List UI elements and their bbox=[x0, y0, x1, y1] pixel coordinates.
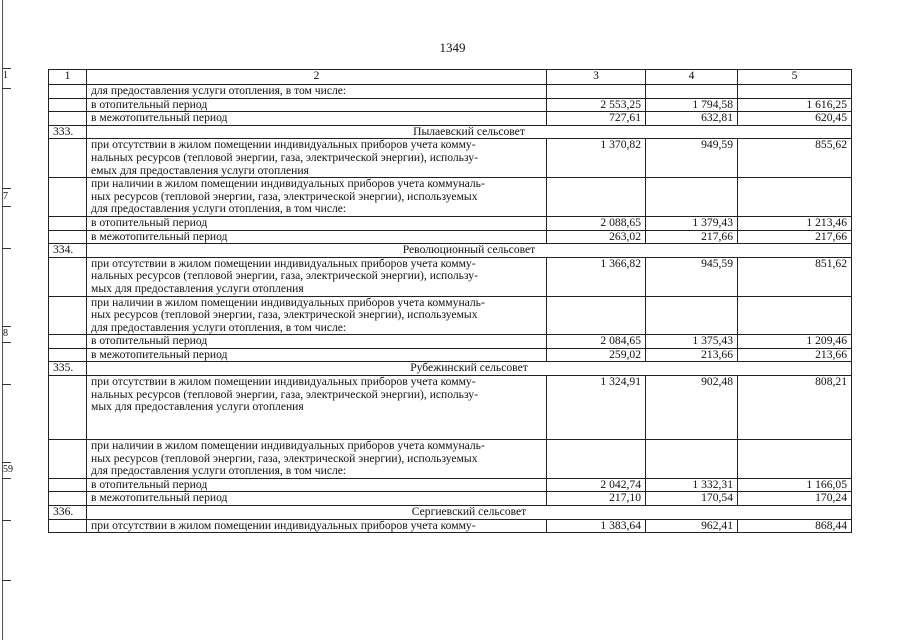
row-number bbox=[49, 376, 87, 440]
row-number bbox=[49, 230, 87, 244]
description-line: ных ресурсов (тепловой энергии, газа, электрической энергии), используемых bbox=[91, 189, 478, 203]
tariff-table bbox=[48, 69, 852, 533]
row-description bbox=[87, 216, 547, 230]
description-line: мых для предоставления услуги отопления bbox=[91, 281, 304, 295]
value-col5 bbox=[738, 85, 852, 99]
row-description bbox=[87, 112, 547, 126]
section-row bbox=[49, 506, 852, 520]
margin-tick bbox=[2, 248, 11, 249]
row-description bbox=[87, 376, 547, 440]
margin-line bbox=[2, 0, 3, 640]
description-line: нальных ресурсов (тепловой энергии, газа, электрической энергии), использу- bbox=[91, 269, 478, 283]
description-line: в межотопительный период bbox=[91, 347, 228, 361]
margin-tick bbox=[2, 88, 11, 89]
value-col5: 1 209,46 bbox=[738, 335, 852, 349]
margin-tick bbox=[2, 478, 11, 479]
section-row bbox=[49, 362, 852, 376]
value-col3 bbox=[547, 296, 646, 335]
section-row bbox=[49, 125, 852, 139]
value-col3: 259,02 bbox=[547, 348, 646, 362]
value-col3: 2 553,25 bbox=[547, 98, 646, 112]
description-line: ных ресурсов (тепловой энергии, газа, электрической энергии), используемых bbox=[91, 308, 478, 322]
row-description bbox=[87, 478, 547, 492]
table-row bbox=[49, 98, 852, 112]
column-header: 1 bbox=[49, 70, 87, 85]
value-col4: 170,54 bbox=[646, 492, 738, 506]
value-col4: 902,48 bbox=[646, 376, 738, 440]
page-number: 1349 bbox=[439, 40, 466, 55]
value-col3 bbox=[547, 440, 646, 479]
value-col5: 213,66 bbox=[738, 348, 852, 362]
margin-label: 7 bbox=[3, 191, 8, 202]
margin-tick bbox=[2, 580, 11, 581]
description-line: для предоставления услуги отопления, в том числе: bbox=[91, 202, 347, 216]
section-title: Революционный сельсовет bbox=[87, 244, 852, 258]
value-col4 bbox=[646, 178, 738, 217]
row-description bbox=[87, 230, 547, 244]
table-row bbox=[49, 348, 852, 362]
value-col4: 213,66 bbox=[646, 348, 738, 362]
table-row bbox=[49, 440, 852, 479]
value-col3 bbox=[547, 85, 646, 99]
description-line: в отопительный период bbox=[91, 215, 208, 229]
description-line: в отопительный период bbox=[91, 97, 208, 111]
value-col4: 1 379,43 bbox=[646, 216, 738, 230]
row-number bbox=[49, 296, 87, 335]
value-col4 bbox=[646, 296, 738, 335]
row-number bbox=[49, 139, 87, 178]
margin-tick bbox=[2, 68, 11, 69]
margin-tick bbox=[2, 462, 11, 463]
description-line: при отсутствии в жилом помещении индивидуальных приборов учета комму- bbox=[91, 256, 476, 270]
section-title: Пылаевский сельсовет bbox=[87, 125, 852, 139]
description-line: емых для предоставления услуги отопления bbox=[91, 163, 309, 177]
margin-tick bbox=[2, 326, 11, 327]
description-line: мых для предоставления услуги отопления bbox=[91, 400, 304, 414]
description-line: в межотопительный период bbox=[91, 229, 228, 243]
row-number bbox=[49, 440, 87, 479]
value-col4: 962,41 bbox=[646, 519, 738, 533]
section-row bbox=[49, 244, 852, 258]
value-col3: 1 383,64 bbox=[547, 519, 646, 533]
row-number: 336. bbox=[49, 506, 87, 520]
margin-tick bbox=[2, 520, 11, 521]
row-description bbox=[87, 440, 547, 479]
value-col5: 1 616,25 bbox=[738, 98, 852, 112]
value-col3: 1 366,82 bbox=[547, 257, 646, 296]
value-col3: 2 088,65 bbox=[547, 216, 646, 230]
value-col5 bbox=[738, 440, 852, 479]
margin-tick bbox=[2, 206, 11, 207]
row-number bbox=[49, 257, 87, 296]
value-col5: 217,66 bbox=[738, 230, 852, 244]
row-description bbox=[87, 519, 547, 533]
row-number bbox=[49, 178, 87, 217]
description-line: нальных ресурсов (тепловой энергии, газа, электрической энергии), использу- bbox=[91, 150, 478, 164]
description-line: при наличии в жилом помещении индивидуальных приборов учета коммуналь- bbox=[91, 439, 485, 453]
row-number bbox=[49, 492, 87, 506]
value-col5: 808,21 bbox=[738, 376, 852, 440]
row-number bbox=[49, 216, 87, 230]
value-col3: 727,61 bbox=[547, 112, 646, 126]
row-number bbox=[49, 348, 87, 362]
description-line: в отопительный период bbox=[91, 477, 208, 491]
value-col5: 1 166,05 bbox=[738, 478, 852, 492]
table-row bbox=[49, 257, 852, 296]
value-col3: 1 324,91 bbox=[547, 376, 646, 440]
row-number bbox=[49, 335, 87, 349]
value-col4: 632,81 bbox=[646, 112, 738, 126]
description-line: при отсутствии в жилом помещении индивидуальных приборов учета комму- bbox=[91, 138, 476, 152]
row-number bbox=[49, 519, 87, 533]
table-row bbox=[49, 519, 852, 533]
table-row bbox=[49, 85, 852, 99]
description-line bbox=[91, 414, 542, 427]
row-description bbox=[87, 257, 547, 296]
value-col5: 170,24 bbox=[738, 492, 852, 506]
table-row bbox=[49, 376, 852, 440]
row-description bbox=[87, 98, 547, 112]
table-row bbox=[49, 478, 852, 492]
row-description bbox=[87, 85, 547, 99]
value-col3 bbox=[547, 178, 646, 217]
description-line: при отсутствии в жилом помещении индивидуальных приборов учета комму- bbox=[91, 375, 476, 389]
description-line: ных ресурсов (тепловой энергии, газа, электрической энергии), используемых bbox=[91, 451, 478, 465]
value-col4: 1 375,43 bbox=[646, 335, 738, 349]
margin-label: 1 bbox=[3, 70, 8, 81]
value-col4 bbox=[646, 85, 738, 99]
table-row bbox=[49, 230, 852, 244]
value-col5: 855,62 bbox=[738, 139, 852, 178]
description-line: в межотопительный период bbox=[91, 111, 228, 125]
margin-label: 59 bbox=[3, 464, 13, 475]
margin-tick bbox=[2, 342, 11, 343]
column-header: 4 bbox=[646, 70, 738, 85]
value-col5: 620,45 bbox=[738, 112, 852, 126]
value-col4: 945,59 bbox=[646, 257, 738, 296]
row-number: 335. bbox=[49, 362, 87, 376]
value-col3: 217,10 bbox=[547, 492, 646, 506]
value-col3: 1 370,82 bbox=[547, 139, 646, 178]
value-col3: 2 084,65 bbox=[547, 335, 646, 349]
value-col4: 949,59 bbox=[646, 139, 738, 178]
row-description bbox=[87, 335, 547, 349]
row-description bbox=[87, 139, 547, 178]
description-line: при наличии в жилом помещении индивидуальных приборов учета коммуналь- bbox=[91, 295, 485, 309]
table-header-row bbox=[49, 70, 852, 85]
column-header: 2 bbox=[87, 70, 547, 85]
row-number: 333. bbox=[49, 125, 87, 139]
row-number: 334. bbox=[49, 244, 87, 258]
value-col3: 2 042,74 bbox=[547, 478, 646, 492]
row-number bbox=[49, 112, 87, 126]
description-line: при наличии в жилом помещении индивидуальных приборов учета коммуналь- bbox=[91, 177, 485, 191]
left-margin-marks bbox=[0, 0, 14, 640]
section-title: Сергиевский сельсовет bbox=[87, 506, 852, 520]
section-title: Рубежинский сельсовет bbox=[87, 362, 852, 376]
description-line: для предоставления услуги отопления, в том числе: bbox=[91, 84, 347, 97]
row-number bbox=[49, 98, 87, 112]
row-number bbox=[49, 85, 87, 99]
table-row bbox=[49, 296, 852, 335]
value-col3: 263,02 bbox=[547, 230, 646, 244]
column-header: 3 bbox=[547, 70, 646, 85]
column-header: 5 bbox=[738, 70, 852, 85]
row-description bbox=[87, 296, 547, 335]
margin-tick bbox=[2, 384, 11, 385]
table-row bbox=[49, 112, 852, 126]
value-col4 bbox=[646, 440, 738, 479]
table-row bbox=[49, 492, 852, 506]
value-col4: 217,66 bbox=[646, 230, 738, 244]
value-col4: 1 332,31 bbox=[646, 478, 738, 492]
description-line: при отсутствии в жилом помещении индивидуальных приборов учета комму- bbox=[91, 518, 476, 532]
table-row bbox=[49, 178, 852, 217]
description-line: для предоставления услуги отопления, в том числе: bbox=[91, 464, 347, 478]
row-description bbox=[87, 492, 547, 506]
description-line: для предоставления услуги отопления, в том числе: bbox=[91, 320, 347, 334]
description-line: в отопительный период bbox=[91, 334, 208, 348]
value-col5: 851,62 bbox=[738, 257, 852, 296]
row-description bbox=[87, 178, 547, 217]
value-col5 bbox=[738, 296, 852, 335]
margin-label: 8 bbox=[3, 328, 8, 339]
table-row bbox=[49, 139, 852, 178]
value-col5: 868,44 bbox=[738, 519, 852, 533]
table-row bbox=[49, 335, 852, 349]
row-number bbox=[49, 478, 87, 492]
row-description bbox=[87, 348, 547, 362]
table-row bbox=[49, 216, 852, 230]
description-line: нальных ресурсов (тепловой энергии, газа, электрической энергии), использу- bbox=[91, 387, 478, 401]
value-col5 bbox=[738, 178, 852, 217]
description-line: в межотопительный период bbox=[91, 491, 228, 505]
value-col4: 1 794,58 bbox=[646, 98, 738, 112]
value-col5: 1 213,46 bbox=[738, 216, 852, 230]
margin-tick bbox=[2, 188, 11, 189]
description-line bbox=[91, 426, 542, 439]
